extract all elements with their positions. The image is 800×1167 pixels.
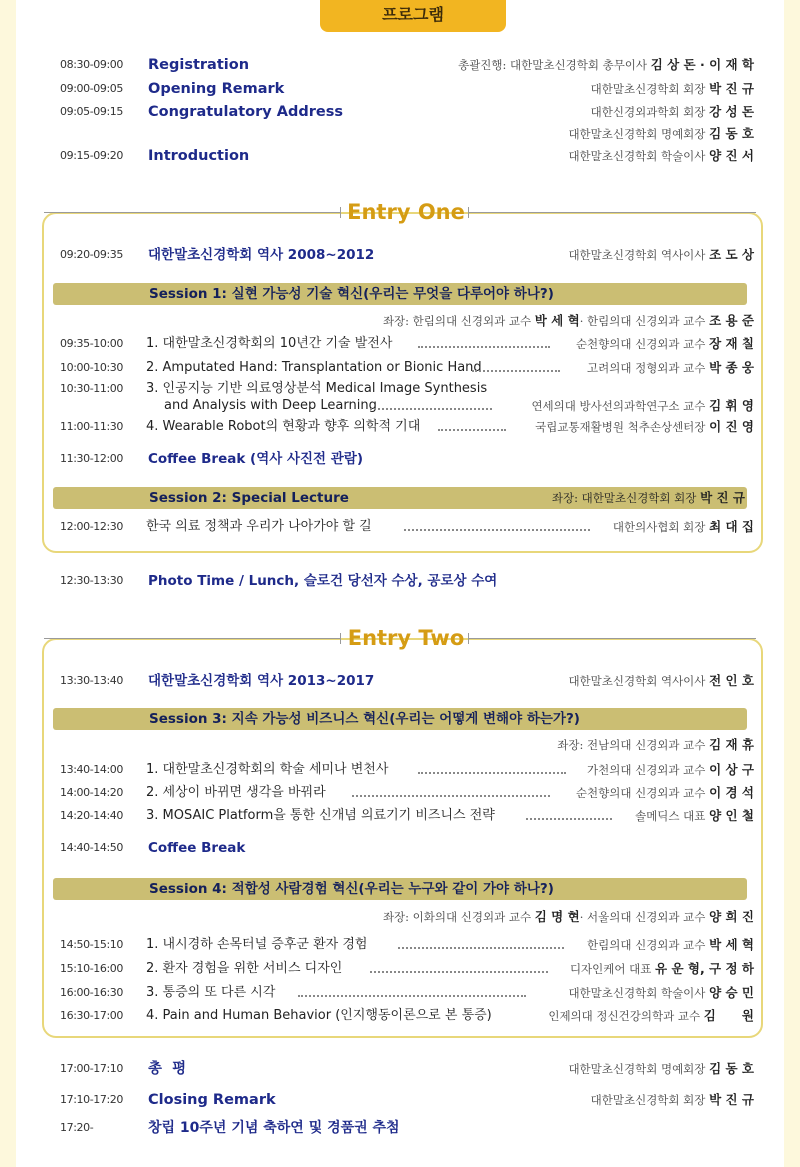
event-title: Registration — [148, 57, 250, 73]
time-label: 14:50-15:10 — [60, 938, 123, 951]
schedule-row — [16, 78, 784, 100]
schedule-row — [16, 244, 784, 266]
schedule-row — [16, 54, 784, 76]
time-label: 13:40-14:00 — [60, 763, 123, 776]
schedule-row — [16, 145, 784, 167]
schedule-row — [16, 1117, 784, 1139]
session-title: Session 1: 실현 가능성 기술 혁신(우리는 무엇을 다루어야 하나?) — [149, 286, 554, 302]
program-page — [16, 0, 784, 1167]
time-label: 17:00-17:10 — [60, 1062, 123, 1075]
event-title: Congratulatory Address — [148, 104, 344, 120]
time-label: 11:00-11:30 — [60, 420, 123, 433]
speaker-info: 대한말초신경학회 명예회장 김 동 호 — [568, 1061, 754, 1076]
event-title: Coffee Break — [148, 840, 246, 856]
time-label: 09:00-09:05 — [60, 82, 123, 95]
chair-row — [16, 734, 784, 756]
talk-title: 2. 환자 경험을 위한 서비스 디자인 — [146, 961, 343, 976]
talk-row — [16, 333, 784, 355]
speaker-info: 대한말초신경학회 학술이사 양 승 민 — [568, 985, 754, 1000]
talk-title: 1. 내시경하 손목터널 증후군 환자 경험 — [146, 937, 368, 952]
chair-info: 좌장: 한림의대 신경외과 교수 박 세 혁· 한림의대 신경외과 교수 조 용 준 — [382, 313, 754, 328]
talk-row — [16, 805, 784, 827]
talk-row — [16, 934, 784, 956]
speaker-info: 대한말초신경학회 회장 박 진 규 — [590, 1092, 754, 1107]
schedule-row — [16, 1089, 784, 1111]
program-tab: 프로그램 — [320, 0, 506, 32]
time-label: 14:00-14:20 — [60, 786, 123, 799]
speaker-info: 가천의대 신경외과 교수 이 상 구 — [587, 762, 754, 777]
time-label: 16:00-16:30 — [60, 986, 123, 999]
time-label: 17:10-17:20 — [60, 1093, 123, 1106]
talk-title: 1. 대한말초신경학회의 학술 세미나 변천사 — [146, 762, 389, 777]
time-label: 09:05-09:15 — [60, 105, 123, 118]
talk-title-cont: and Analysis with Deep Learning — [164, 398, 377, 413]
session-4-bar — [53, 878, 747, 900]
talk-title: 한국 의료 정책과 우리가 나아가야 할 길 — [146, 519, 372, 534]
event-title: 대한말초신경학회 역사 2013~2017 — [148, 673, 375, 689]
speaker-info: 대한말초신경학회 학술이사 양 진 서 — [568, 148, 754, 163]
session-title: Session 2: Special Lecture — [149, 490, 349, 506]
event-title: Opening Remark — [148, 81, 285, 97]
speaker-info: 디자인케어 대표 유 운 형, 구 정 하 — [569, 961, 754, 976]
talk-row — [16, 395, 784, 417]
chair-info: 좌장: 이화의대 신경외과 교수 김 명 현· 서울의대 신경외과 교수 양 희 진 — [382, 909, 754, 924]
speaker-info: 대한신경외과학회 회장 강 성 돈 — [590, 104, 754, 119]
talk-row — [16, 357, 784, 379]
talk-row — [16, 1005, 784, 1027]
entry-two-header — [16, 623, 784, 653]
session-title: Session 3: 지속 가능성 비즈니스 혁신(우리는 어떻게 변해야 하는가?) — [149, 711, 580, 727]
speaker-info: 국립교통재활병원 척추손상센터장 이 진 영 — [535, 419, 754, 434]
time-label: 12:00-12:30 — [60, 520, 123, 533]
entry-one-title: Entry One — [347, 200, 465, 224]
event-title: 대한말초신경학회 역사 2008~2012 — [148, 247, 375, 263]
schedule-row — [16, 123, 784, 145]
event-title: Closing Remark — [148, 1092, 276, 1108]
time-label: 12:30-13:30 — [60, 574, 123, 587]
speaker-info: 대한말초신경학회 명예회장 김 동 호 — [568, 126, 754, 141]
speaker-info: 솔메딕스 대표 양 인 철 — [635, 808, 754, 823]
session-title: Session 4: 적합성 사람경험 혁신(우리는 누구와 같이 가야 하나?) — [149, 881, 554, 897]
speaker-info: 대한말초신경학회 역사이사 전 인 호 — [568, 673, 754, 688]
speaker-info: 대한의사협회 회장 최 대 집 — [612, 519, 754, 534]
speaker-info: 한림의대 신경외과 교수 박 세 혁 — [587, 937, 754, 952]
schedule-row — [16, 670, 784, 692]
time-label: 08:30-09:00 — [60, 58, 123, 71]
event-title: Photo Time / Lunch, 슬로건 당선자 수상, 공로상 수여 — [148, 573, 498, 589]
time-label: 14:40-14:50 — [60, 841, 123, 854]
time-label: 09:15-09:20 — [60, 149, 123, 162]
time-label: 16:30-17:00 — [60, 1009, 123, 1022]
speaker-info: 총괄진행: 대한말초신경학회 총무이사 김 상 돈 · 이 재 학 — [458, 57, 754, 72]
time-label: 10:30-11:00 — [60, 382, 123, 395]
talk-row — [16, 958, 784, 980]
speaker-info: 대한말초신경학회 역사이사 조 도 상 — [568, 247, 754, 262]
session-2-bar — [53, 487, 747, 509]
event-title: 창립 10주년 기념 축하연 및 경품권 추첨 — [148, 1120, 400, 1136]
talk-title: 3. MOSAIC Platform을 통한 신개념 의료기기 비즈니스 전략 — [146, 808, 495, 823]
schedule-row — [16, 570, 784, 592]
talk-title: 3. 인공지능 기반 의료영상분석 Medical Image Synthesis — [146, 381, 488, 396]
speaker-info: 대한말초신경학회 회장 박 진 규 — [590, 81, 754, 96]
chair-info: 좌장: 전남의대 신경외과 교수 김 재 휴 — [557, 737, 754, 752]
talk-row — [16, 782, 784, 804]
talk-row — [16, 759, 784, 781]
talk-title: 3. 통증의 또 다른 시각 — [146, 985, 276, 1000]
talk-row — [16, 982, 784, 1004]
schedule-row — [16, 101, 784, 123]
time-label: 10:00-10:30 — [60, 361, 123, 374]
schedule-row — [16, 448, 784, 470]
time-label: 17:20- — [60, 1121, 94, 1134]
time-label: 14:20-14:40 — [60, 809, 123, 822]
talk-title: 1. 대한말초신경학회의 10년간 기술 발전사 — [146, 336, 393, 351]
schedule-row — [16, 1058, 784, 1080]
session-3-bar — [53, 708, 747, 730]
entry-two-title: Entry Two — [347, 626, 465, 650]
time-label: 13:30-13:40 — [60, 674, 123, 687]
chair-row — [16, 310, 784, 332]
speaker-info: 순천향의대 신경외과 교수 이 경 석 — [575, 785, 754, 800]
event-title: Introduction — [148, 148, 250, 164]
session-1-bar — [53, 283, 747, 305]
event-title: 총 평 — [148, 1061, 187, 1077]
talk-title: 2. 세상이 바뀌면 생각을 바꿔라 — [146, 785, 326, 800]
schedule-row — [16, 837, 784, 859]
time-label: 09:35-10:00 — [60, 337, 123, 350]
time-label: 09:20-09:35 — [60, 248, 123, 261]
talk-row — [16, 516, 784, 538]
time-label: 11:30-12:00 — [60, 452, 123, 465]
speaker-info: 인제의대 정신건강의학과 교수 김 원 — [548, 1008, 754, 1023]
time-label: 15:10-16:00 — [60, 962, 123, 975]
entry-one-header — [16, 197, 784, 227]
speaker-info: 연세의대 방사선의과학연구소 교수 김 휘 영 — [531, 398, 754, 413]
speaker-info: 순천향의대 신경외과 교수 장 재 칠 — [575, 336, 754, 351]
talk-title: 4. Pain and Human Behavior (인지행동이론으로 본 통증) — [146, 1008, 492, 1023]
talk-title: 4. Wearable Robot의 현황과 향후 의학적 기대 — [146, 419, 421, 434]
speaker-info: 고려의대 정형외과 교수 박 종 웅 — [587, 360, 754, 375]
chair-info: 좌장: 대한말초신경학회 회장 박 진 규 — [551, 490, 745, 505]
chair-row — [16, 906, 784, 928]
event-title: Coffee Break (역사 사진전 관람) — [148, 451, 364, 467]
talk-row — [16, 416, 784, 438]
talk-title: 2. Amputated Hand: Transplantation or Bionic Hand — [146, 360, 482, 375]
